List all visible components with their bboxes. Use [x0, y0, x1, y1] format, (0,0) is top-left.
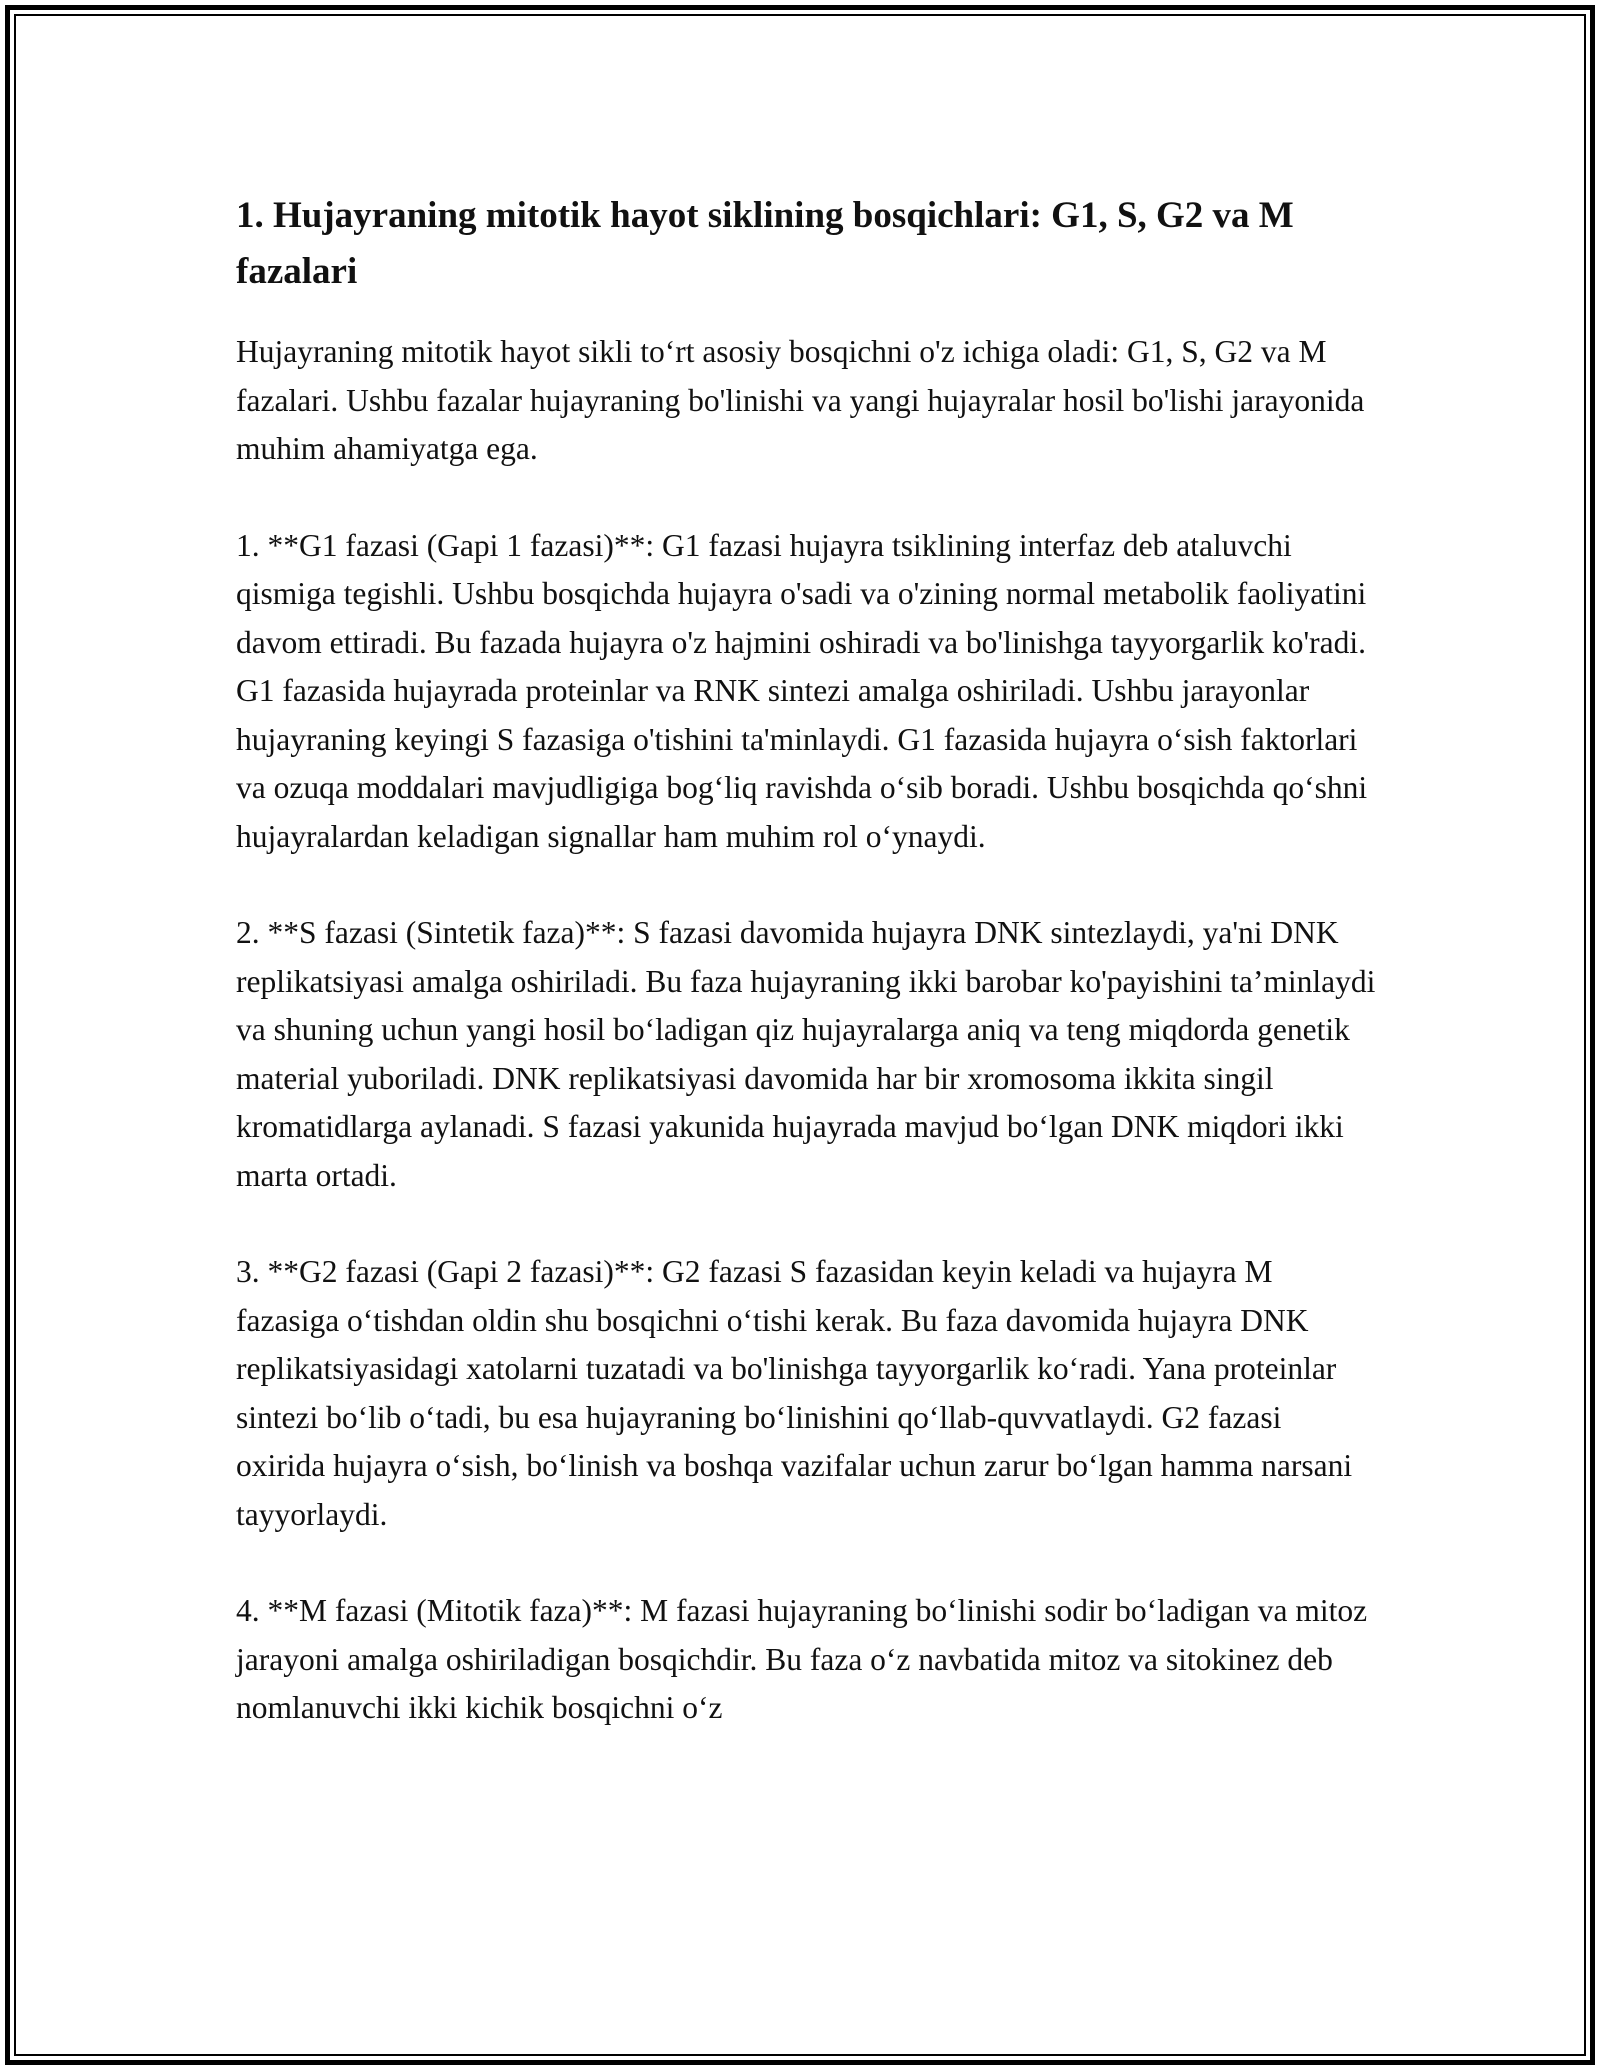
intro-paragraph: Hujayraning mitotik hayot sikli to‘rt asosiy bosqichni o'z ichiga oladi: G1, S, G2 va M fazalari. Ushbu fazalar hujayraning bo'linishi va yangi hujayralar hosil bo'lishi jarayonida muhim ahamiyatga ega.: [236, 334, 1365, 466]
document-title: 1. Hujayraning mitotik hayot siklining bosqichlari: G1, S, G2 va M fazalari: [236, 195, 1294, 292]
m-phase-paragraph: 4. **M fazasi (Mitotik faza)**: M fazasi hujayraning bo‘linishi sodir bo‘ladigan va mitoz jarayoni amalga oshiriladigan bosqichdir. Bu faza o‘z navbatida mitoz va sitokinez deb nomlanuvchi ikki kichik bosqichni o‘z: [236, 1593, 1368, 1725]
g2-phase-paragraph: 3. **G2 fazasi (Gapi 2 fazasi)**: G2 fazasi S fazasidan keyin keladi va hujayra M fazasiga o‘tishdan oldin shu bosqichni o‘tishi kerak. Bu faza davomida hujayra DNK replikatsiyasidagi xatolarni tuzatadi va bo'linishga tayyorgarlik ko‘radi. Yana proteinlar sintezi bo‘lib o‘tadi, bu esa hujayraning bo‘linishini qo‘llab-quvvatlaydi. G2 fazasi oxirida hujayra o‘sish, bo‘linish va boshqa vazifalar uchun zarur bo‘lgan hamma narsani tayyorlaydi.: [236, 1254, 1353, 1532]
document-body: [236, 188, 1376, 1781]
s-phase-paragraph: 2. **S fazasi (Sintetik faza)**: S fazasi davomida hujayra DNK sintezlaydi, ya'ni DNK replikatsiyasi amalga oshiriladi. Bu faza hujayraning ikki barobar ko'payishini ta’minlaydi va shuning uchun yangi hosil bo‘ladigan qiz hujayralarga aniq va teng miqdorda genetik material yuboriladi. DNK replikatsiyasi davomida har bir xromosoma ikkita singil kromatidlarga aylanadi. S fazasi yakunida hujayrada mavjud bo‘lgan DNK miqdori ikki marta ortadi.: [236, 915, 1376, 1193]
g1-phase-paragraph: 1. **G1 fazasi (Gapi 1 fazasi)**: G1 fazasi hujayra tsiklining interfaz deb ataluvchi qismiga tegishli. Ushbu bosqichda hujayra o'sadi va o'zining normal metabolik faoliyatini davom ettiradi. Bu fazada hujayra o'z hajmini oshiradi va bo'linishga tayyorgarlik ko'radi. G1 fazasida hujayrada proteinlar va RNK sintezi amalga oshiriladi. Ushbu jarayonlar hujayraning keyingi S fazasiga o'tishini ta'minlaydi. G1 fazasida hujayra o‘sish faktorlari va ozuqa moddalari mavjudligiga bog‘liq ravishda o‘sib boradi. Ushbu bosqichda qo‘shni hujayralardan keladigan signallar ham muhim rol o‘ynaydi.: [236, 527, 1368, 854]
